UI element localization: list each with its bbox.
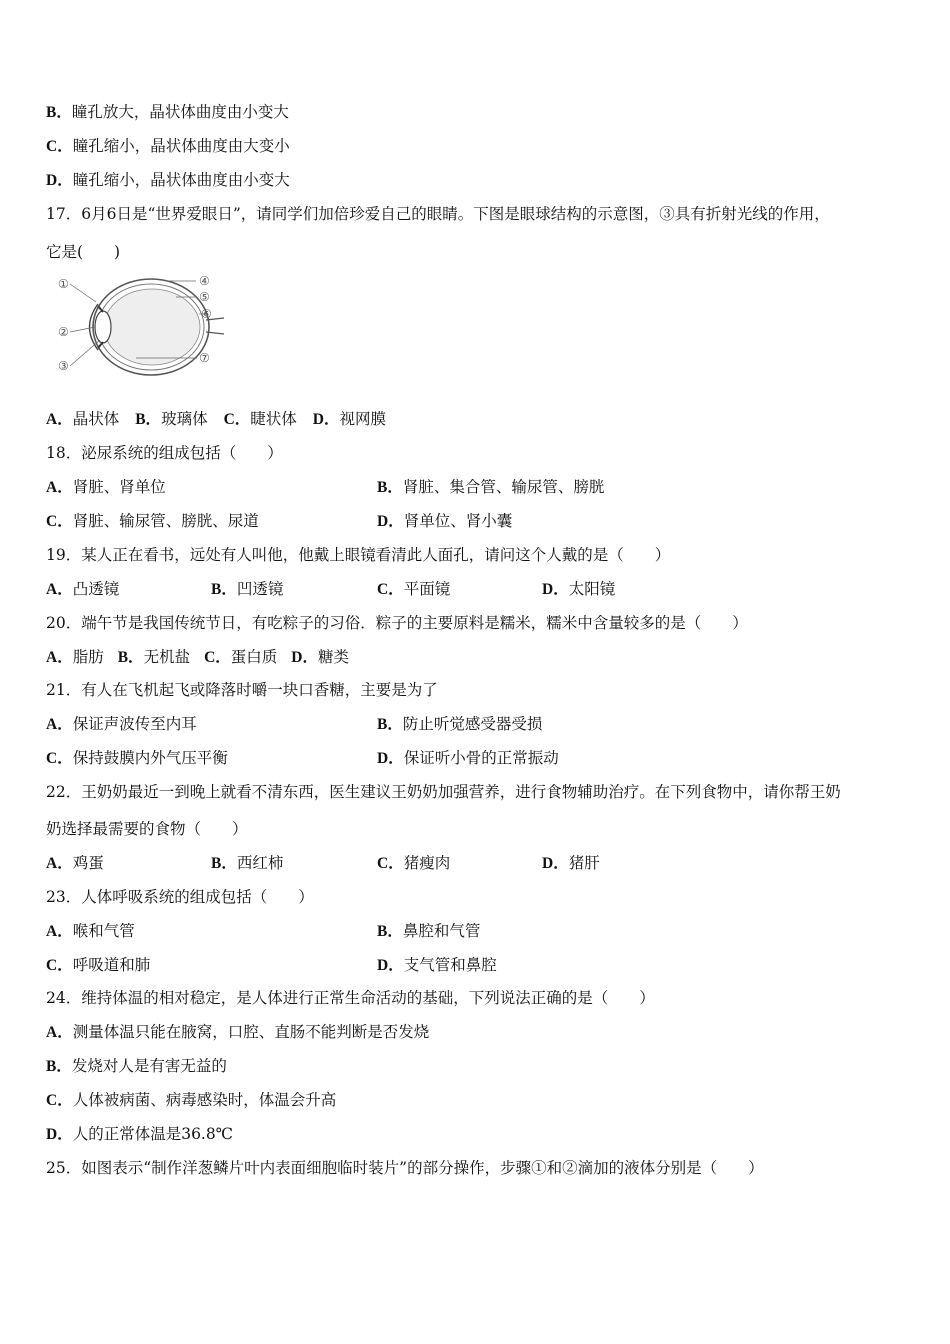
q17-stem-line2: 它是( ) xyxy=(46,243,121,261)
option-letter: B． xyxy=(377,479,403,496)
eyeball-diagram xyxy=(56,272,226,382)
option-letter: D． xyxy=(377,957,404,974)
option-letter: A． xyxy=(46,479,73,496)
eyeball-diagram-svg xyxy=(56,272,226,382)
q21-stem: 21．有人在飞机起飞或降落时嚼一块口香糖，主要是为了 xyxy=(46,681,438,699)
label-5: ⑤ xyxy=(199,290,210,304)
q19-option-d xyxy=(542,578,615,601)
option-text: 人体被病菌、病毒感染时，体温会升高 xyxy=(72,1091,337,1109)
q21-option-c xyxy=(46,747,228,770)
q17-options xyxy=(46,408,386,431)
q24-option-d xyxy=(46,1123,233,1146)
option-text: 脂肪 xyxy=(72,648,104,666)
option-text: 玻璃体 xyxy=(161,410,208,428)
q22-stem-line2: 奶选择最需要的食物（ ） xyxy=(46,820,248,838)
retina-shape xyxy=(104,289,200,365)
q24-option-c xyxy=(46,1089,336,1112)
q25-stem: 25．如图表示“制作洋葱鳞片叶内表面细胞临时装片”的部分操作，步骤①和②滴加的液体分别是（ ） xyxy=(46,1159,764,1177)
option-text: 糖类 xyxy=(318,648,350,666)
option-text: 晶状体 xyxy=(72,410,120,428)
option-letter: A． xyxy=(46,855,73,872)
label-7: ⑦ xyxy=(199,351,210,365)
q22-option-c xyxy=(377,852,450,875)
lens-shape xyxy=(95,311,111,343)
label-3: ③ xyxy=(58,359,69,373)
option-letter: B． xyxy=(377,923,403,940)
option-letter: A． xyxy=(46,411,73,428)
option-text: 睫状体 xyxy=(250,410,297,428)
option-text: 平面镜 xyxy=(403,580,451,598)
option-text: 发烧对人是有害无益的 xyxy=(71,1057,227,1075)
q21-option-a xyxy=(46,713,197,736)
q19-option-b xyxy=(211,578,283,601)
q18-option-b xyxy=(377,476,604,499)
q23-option-d xyxy=(377,954,497,977)
q23-option-a xyxy=(46,920,135,943)
option-letter: C． xyxy=(204,649,231,666)
q18-option-c xyxy=(46,510,259,533)
option-letter: A． xyxy=(46,1024,73,1041)
q18-stem: 18．泌尿系统的组成包括（ ） xyxy=(46,444,283,462)
q20-options xyxy=(46,646,349,669)
q22-option-a xyxy=(46,852,104,875)
q16-option-d xyxy=(46,169,290,192)
q18-option-d xyxy=(377,510,512,533)
q24-option-a xyxy=(46,1021,429,1044)
q22-option-d xyxy=(542,852,600,875)
option-letter: D． xyxy=(46,1126,73,1143)
option-letter: B． xyxy=(135,411,162,428)
q16-option-b xyxy=(46,101,289,124)
option-letter: B． xyxy=(377,716,403,733)
option-text: 鸡蛋 xyxy=(72,854,104,872)
option-text: 人的正常体温是36.8℃ xyxy=(72,1125,234,1143)
q19-stem: 19．某人正在看书，远处有人叫他，他戴上眼镜看清此人面孔，请问这个人戴的是（ ） xyxy=(46,546,671,564)
option-text: 猪肝 xyxy=(568,854,600,872)
option-text: 瞳孔缩小，晶状体曲度由大变小 xyxy=(72,137,290,155)
option-letter: A． xyxy=(46,923,73,940)
option-letter: D． xyxy=(542,855,569,872)
option-letter: C． xyxy=(46,957,73,974)
option-text: 蛋白质 xyxy=(230,648,278,666)
q20-stem: 20．端午节是我国传统节日，有吃粽子的习俗．粽子的主要原料是糯米，糯米中含量较多的是（ ） xyxy=(46,614,748,632)
q22-stem-line1: 22．王奶奶最近一到晚上就看不清东西，医生建议王奶奶加强营养，进行食物辅助治疗。在下列食物中，请你帮王奶 xyxy=(46,783,841,801)
option-letter: C． xyxy=(377,581,404,598)
option-text: 凸透镜 xyxy=(72,580,120,598)
option-letter: B． xyxy=(211,855,237,872)
q16-option-c xyxy=(46,135,290,158)
option-text: 保证听小骨的正常振动 xyxy=(403,749,559,767)
option-text: 鼻腔和气管 xyxy=(402,922,481,940)
leader-line-2 xyxy=(70,327,95,332)
option-text: 肾脏、集合管、输尿管、膀胱 xyxy=(402,478,605,496)
option-letter: C． xyxy=(46,513,73,530)
option-letter: C． xyxy=(46,138,73,155)
q23-option-b xyxy=(377,920,480,943)
option-letter: D． xyxy=(46,172,73,189)
option-letter: C． xyxy=(46,1092,73,1109)
option-letter: D． xyxy=(291,649,318,666)
option-text: 瞳孔缩小，晶状体曲度由小变大 xyxy=(72,171,290,189)
q23-option-c xyxy=(46,954,150,977)
option-letter: B． xyxy=(46,104,72,121)
q24-option-b xyxy=(46,1055,227,1078)
label-1: ① xyxy=(58,277,69,291)
option-text: 保持鼓膜内外气压平衡 xyxy=(72,749,228,767)
q19-option-c xyxy=(377,578,450,601)
option-text: 肾单位、肾小囊 xyxy=(403,512,513,530)
option-letter: C． xyxy=(377,855,404,872)
option-letter: C． xyxy=(46,750,73,767)
option-text: 防止听觉感受器受损 xyxy=(402,715,543,733)
q17-stem-line1: 17．6月6日是“世界爱眼日”，请同学们加倍珍爱自己的眼睛。下图是眼球结构的示意图，③具有折射光线的作用， xyxy=(46,205,830,223)
option-letter: C． xyxy=(223,411,251,428)
option-text: 支气管和鼻腔 xyxy=(403,956,497,974)
option-text: 测量体温只能在腋窝，口腔、直肠不能判断是否发烧 xyxy=(72,1023,430,1041)
q18-option-a xyxy=(46,476,166,499)
option-letter: A． xyxy=(46,716,73,733)
label-4: ④ xyxy=(199,274,210,288)
q19-option-a xyxy=(46,578,119,601)
option-text: 肾脏、输尿管、膀胱、尿道 xyxy=(72,512,259,530)
option-letter: D． xyxy=(377,750,404,767)
leader-line-1 xyxy=(70,284,96,302)
q24-stem: 24．维持体温的相对稳定，是人体进行正常生命活动的基础，下列说法正确的是（ ） xyxy=(46,989,655,1007)
option-letter: D． xyxy=(312,411,340,428)
option-text: 西红柿 xyxy=(236,854,284,872)
q22-option-b xyxy=(211,852,283,875)
option-text: 无机盐 xyxy=(143,648,191,666)
q21-option-d xyxy=(377,747,559,770)
option-letter: D． xyxy=(542,581,569,598)
option-text: 猪瘦肉 xyxy=(403,854,451,872)
option-text: 喉和气管 xyxy=(72,922,135,940)
leader-line-3 xyxy=(70,340,100,366)
option-letter: B． xyxy=(46,1058,72,1075)
option-text: 凹透镜 xyxy=(236,580,284,598)
option-letter: A． xyxy=(46,649,73,666)
option-letter: A． xyxy=(46,581,73,598)
q23-stem: 23．人体呼吸系统的组成包括（ ） xyxy=(46,888,314,906)
option-text: 呼吸道和肺 xyxy=(72,956,151,974)
option-text: 肾脏、肾单位 xyxy=(72,478,166,496)
option-text: 太阳镜 xyxy=(568,580,616,598)
label-2: ② xyxy=(58,325,69,339)
option-text: 保证声波传至内耳 xyxy=(72,715,197,733)
option-letter: B． xyxy=(211,581,237,598)
option-text: 瞳孔放大，晶状体曲度由小变大 xyxy=(71,103,289,121)
option-text: 视网膜 xyxy=(339,410,387,428)
q21-option-b xyxy=(377,713,542,736)
option-letter: B． xyxy=(117,649,144,666)
option-letter: D． xyxy=(377,513,404,530)
label-6: ⑥ xyxy=(201,307,212,321)
